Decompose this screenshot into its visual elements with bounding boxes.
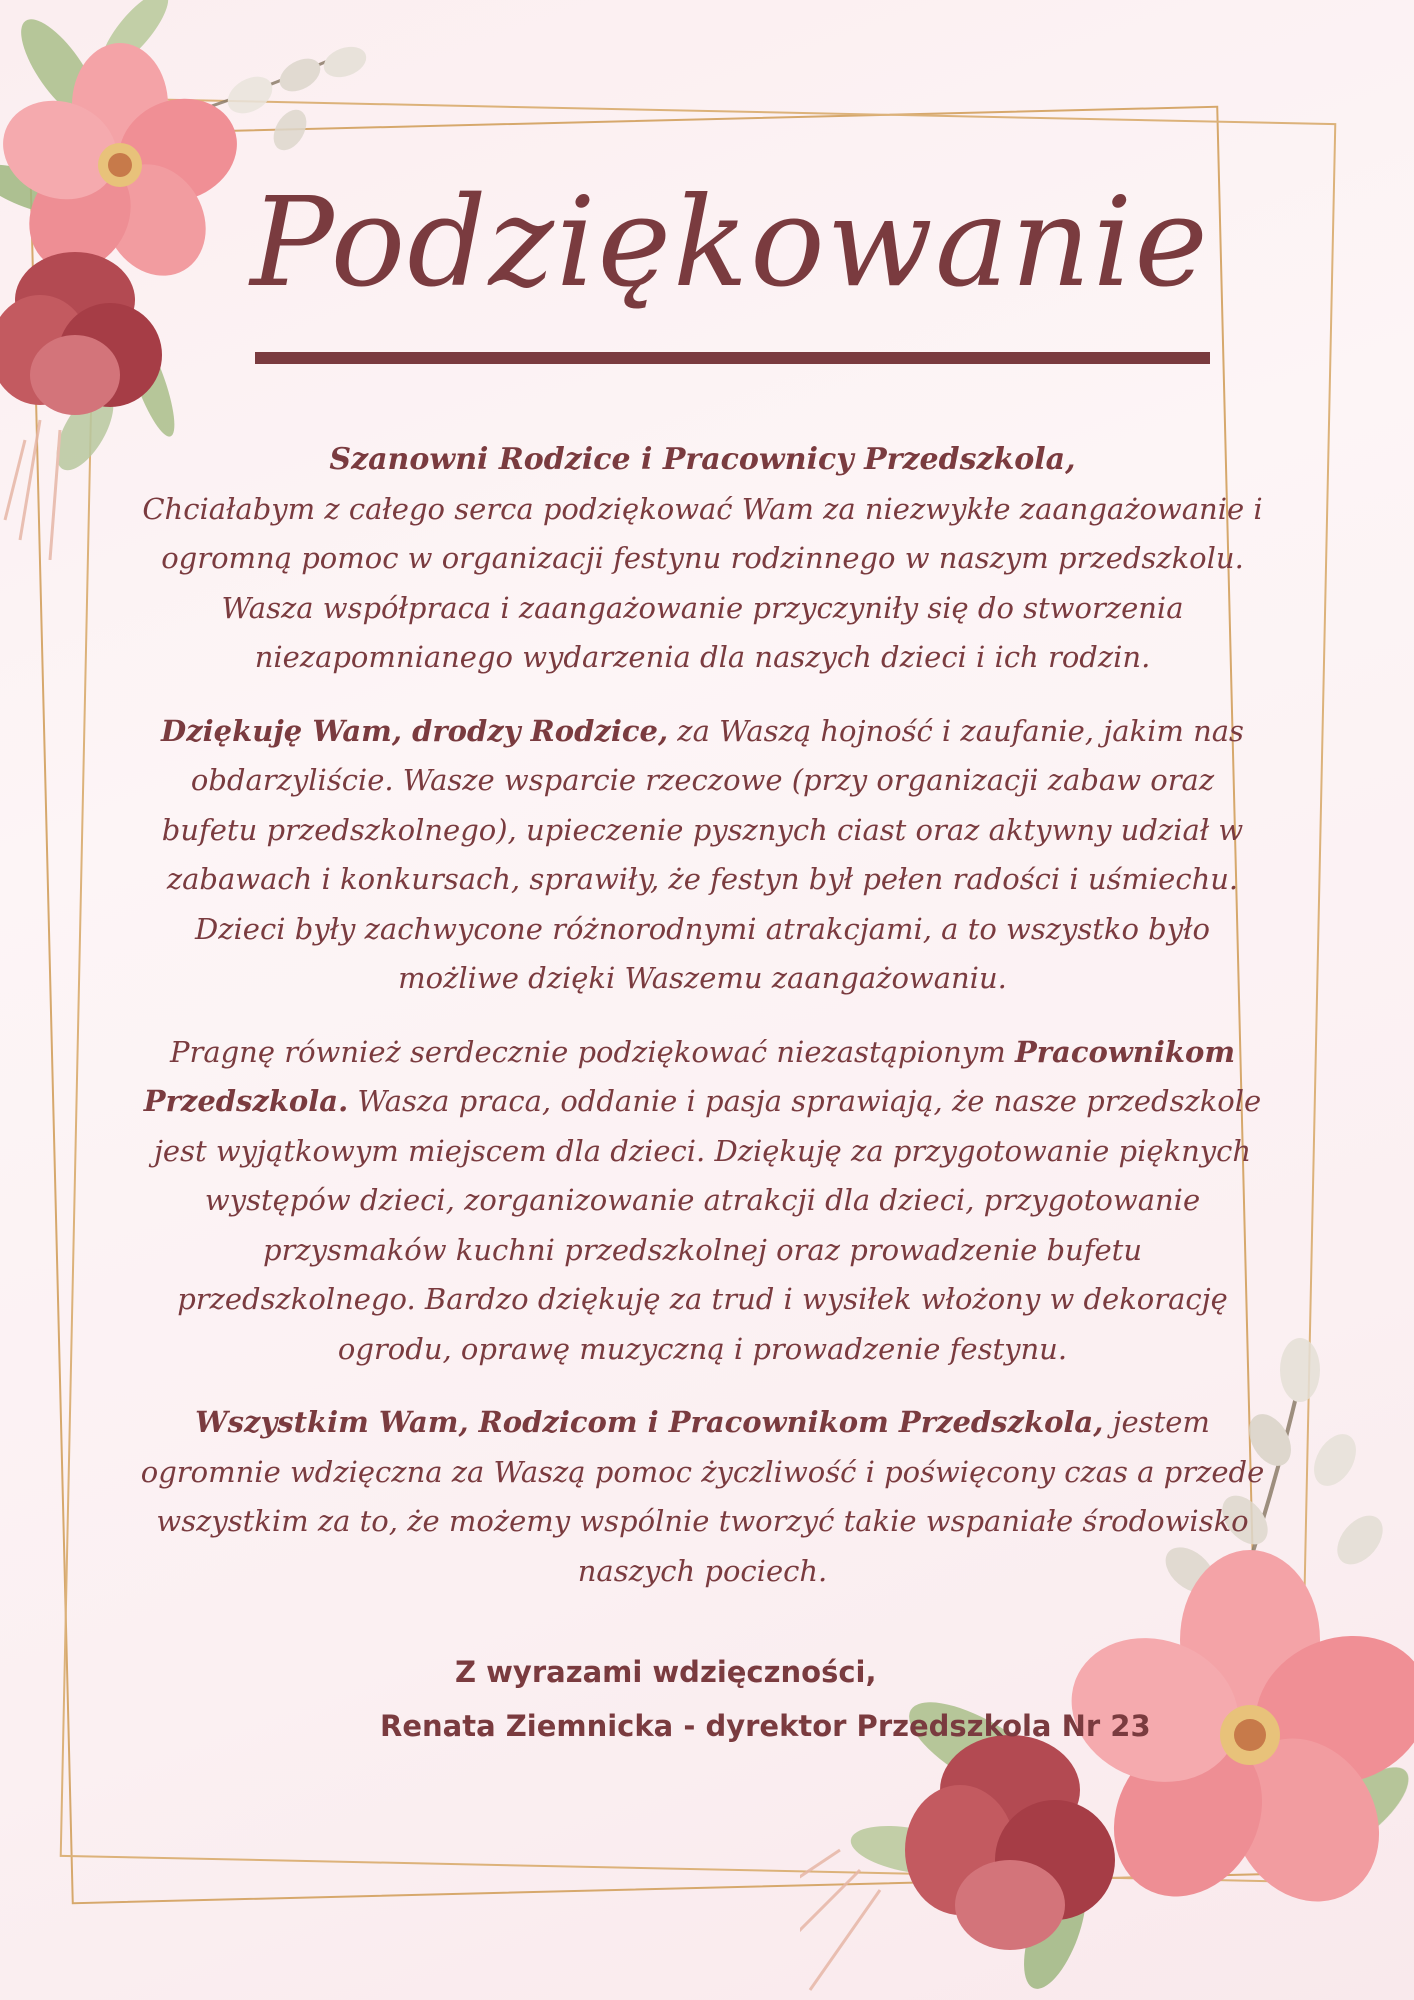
title-underline [255,352,1210,364]
paragraph-2-lead: Dziękuję Wam, drodzy Rodzice, [161,713,669,748]
paragraph-3-text: Wasza praca, oddanie i pasja sprawiają, że nasze przedszkole jest wyjątkowym miejscem dla dzieci. Dziękuję za przygotowanie pięknych występów dzieci, zorganizowanie atrakcji dla dzieci, przygotowanie przysmaków kuchni przedszkolnej oraz prowadzenie bufetu przedszkolnego. Bardzo dziękuję za trud i wysiłek włożony w dekorację ogrodu, oprawę muzyczną i prowadzenie festynu. [153,1084,1262,1366]
greeting: Szanowni Rodzice i Pracownicy Przedszkola, [329,442,1076,477]
paragraph-2 [140,707,1265,1004]
document-title: Podziękowanie [250,171,1210,315]
signature-block [380,1645,1280,1753]
paragraph-4-text: jestem ogromnie wdzięczna za Waszą pomoc życzliwość i poświęcony czas a przede wszystkim za to, że możemy wspólnie tworzyć takie wspaniałe środowisko naszych pociech. [140,1405,1265,1588]
paragraph-4 [140,1398,1265,1596]
paragraph-3-bold: Pracownikom Przedszkola. [143,1034,1236,1118]
signature-line: Renata Ziemnicka - dyrektor Przedszkola Nr 23 [380,1709,1151,1743]
paragraph-2-text: za Waszą hojność i zaufanie, jakim nas obdarzyliście. Wasze wsparcie rzeczowe (przy organizacji zabaw oraz bufetu przedszkolnego), upieczenie pysznych ciast oraz aktywny udział w zabawach i konkursach, sprawiły, że festyn był pełen radości i uśmiechu. Dzieci były zachwycone różnorodnymi atrakcjami, a to wszystko było możliwe dzięki Waszemu zaangażowaniu. [161,713,1244,995]
paragraph-1-text: Chciałabym z całego serca podziękować Wam za niezwykłe zaangażowanie i ogromną pomoc w organizacji festynu rodzinnego w naszym przedszkolu. Wasza współpraca i zaangażowanie przyczyniły się do stworzenia niezapomnianego wydarzenia dla naszych dzieci i ich rodzin. [142,491,1263,674]
paragraph-3 [140,1028,1265,1375]
paragraph-3-start: Pragnę również serdecznie podziękować niezastąpionym [169,1034,1015,1069]
paragraph-4-lead: Wszystkim Wam, Rodzicom i Pracownikom Przedszkola, [195,1405,1104,1439]
closing-line: Z wyrazami wdzięczności, [455,1655,877,1689]
letter-body [140,435,1265,1620]
paragraph-1 [140,435,1265,683]
